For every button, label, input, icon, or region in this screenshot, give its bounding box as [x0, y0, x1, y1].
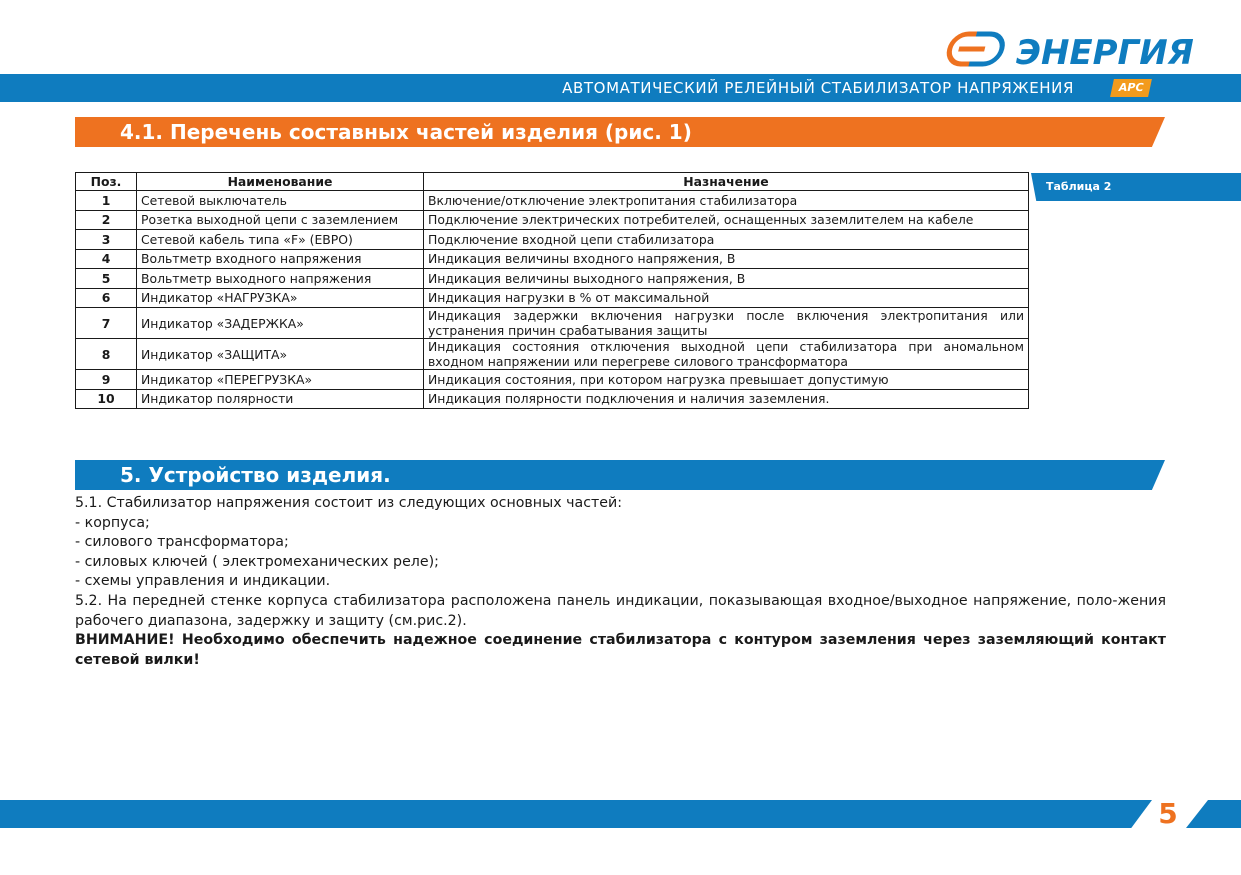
table-row — [76, 389, 1029, 409]
cell-purpose: Подключение входной цепи стабилизатора — [424, 230, 1029, 250]
cell-pos: 4 — [76, 249, 137, 269]
cell-pos: 1 — [76, 191, 137, 211]
table-row — [76, 308, 1029, 339]
list-item: - силового трансформатора; — [75, 534, 289, 551]
cell-name: Индикатор полярности — [137, 389, 424, 409]
section-41-title: 4.1. Перечень составных частей изделия (рис. 1) — [120, 120, 692, 144]
paragraph-51: 5.1. Стабилизатор напряжения состоит из следующих основных частей: — [75, 495, 623, 511]
document-title: АВТОМАТИЧЕСКИЙ РЕЛЕЙНЫЙ СТАБИЛИЗАТОР НАПРЯЖЕНИЯ — [562, 79, 1074, 97]
brand-logo-text: ЭНЕРГИЯ — [1016, 33, 1194, 73]
column-header-name: Наименование — [137, 173, 424, 191]
list-item: - схемы управления и индикации. — [75, 573, 331, 590]
cell-pos: 10 — [76, 389, 137, 409]
column-header-pos: Поз. — [76, 173, 137, 191]
cell-pos: 9 — [76, 370, 137, 390]
table-row — [76, 370, 1029, 390]
cell-pos: 7 — [76, 308, 137, 339]
table-row — [76, 210, 1029, 230]
warning-notice: ВНИМАНИЕ! Необходимо обеспечить надежное соединение стабилизатора с контуром заземления через заземляющий контакт сетевой вилки! — [75, 632, 1166, 668]
cell-purpose: Индикация нагрузки в % от максимальной — [424, 288, 1029, 308]
cell-purpose: Индикация состояния, при котором нагрузка превышает допустимую — [424, 370, 1029, 390]
brand-logo — [948, 28, 1194, 73]
brand-logo-mark — [948, 28, 1194, 73]
cell-purpose: Индикация величины входного напряжения, В — [424, 249, 1029, 269]
footer-bar — [0, 800, 1152, 828]
cell-name: Вольтметр выходного напряжения — [137, 269, 424, 289]
cell-pos: 8 — [76, 339, 137, 370]
cell-name: Индикатор «ПЕРЕГРУЗКА» — [137, 370, 424, 390]
cell-name: Индикатор «НАГРУЗКА» — [137, 288, 424, 308]
page-number: 5 — [1158, 797, 1178, 830]
cell-pos: 2 — [76, 210, 137, 230]
cell-purpose: Индикация состояния отключения выходной цепи стабилизатора при аномальном входном напряжении или перегреве силового трансформатора — [424, 339, 1029, 370]
section-5-body — [75, 494, 1166, 670]
cell-purpose: Подключение электрических потребителей, оснащенных заземлителем на кабеле — [424, 210, 1029, 230]
paragraph-52: 5.2. На передней стенке корпуса стабилизатора расположена панель индикации, показывающая входное/выходное напряжение, поло-жения рабочего диапазона, задержку и защиту (см.рис.2). — [75, 592, 1166, 629]
cell-purpose: Включение/отключение электропитания стабилизатора — [424, 191, 1029, 211]
list-item: - корпуса; — [75, 514, 150, 531]
table-header-row — [76, 173, 1029, 191]
cell-pos: 6 — [76, 288, 137, 308]
table-row — [76, 339, 1029, 370]
cell-name: Розетка выходной цепи с заземлением — [137, 210, 424, 230]
table-row — [76, 249, 1029, 269]
cell-name: Вольтметр входного напряжения — [137, 249, 424, 269]
cell-name: Индикатор «ЗАЩИТА» — [137, 339, 424, 370]
table-row — [76, 191, 1029, 211]
cell-name: Сетевой кабель типа «F» (ЕВРО) — [137, 230, 424, 250]
section-5-title: 5. Устройство изделия. — [120, 463, 391, 487]
cell-purpose: Индикация полярности подключения и наличия заземления. — [424, 389, 1029, 409]
cell-name: Сетевой выключатель — [137, 191, 424, 211]
cell-name: Индикатор «ЗАДЕРЖКА» — [137, 308, 424, 339]
table-label: Таблица 2 — [1046, 180, 1112, 193]
table-row — [76, 269, 1029, 289]
cell-purpose: Индикация задержки включения нагрузки после включения электропитания или устранения причин срабатывания защиты — [424, 308, 1029, 339]
cell-purpose: Индикация величины выходного напряжения, В — [424, 269, 1029, 289]
footer-bar-end — [1186, 800, 1241, 828]
parts-table — [75, 172, 1029, 409]
model-badge: APC — [1110, 79, 1152, 97]
table-row — [76, 230, 1029, 250]
list-item: - силовых ключей ( электромеханических реле); — [75, 553, 439, 570]
cell-pos: 5 — [76, 269, 137, 289]
cell-pos: 3 — [76, 230, 137, 250]
table-row — [76, 288, 1029, 308]
column-header-purpose: Назначение — [424, 173, 1029, 191]
